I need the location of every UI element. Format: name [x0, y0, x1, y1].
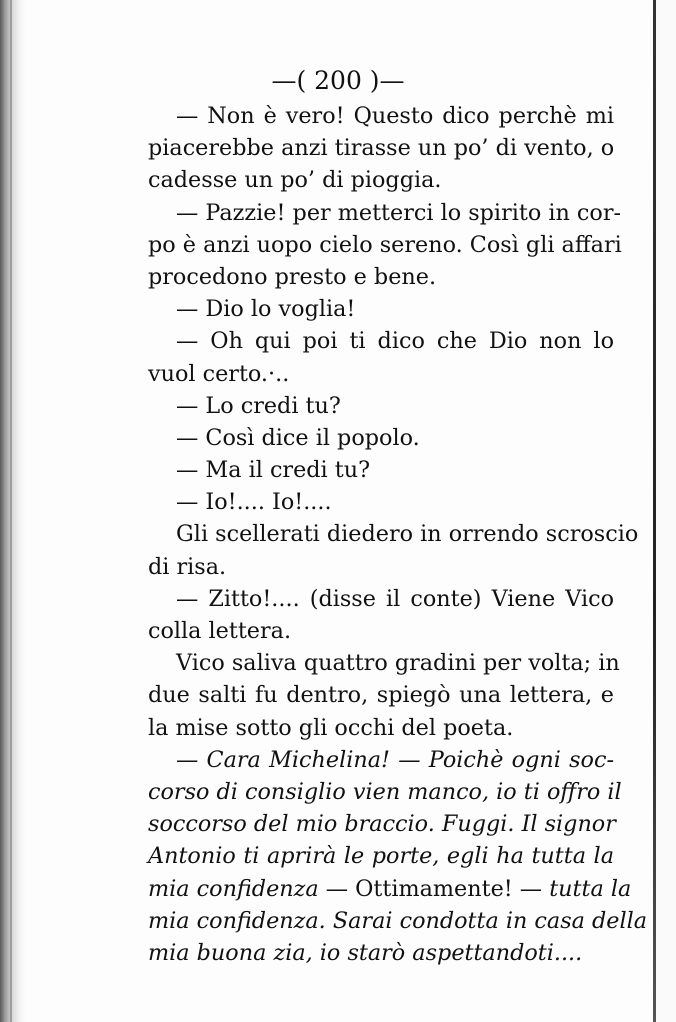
text-line: due salti fu dentro, spiegò una lettera, e	[148, 682, 614, 709]
binding-line	[10, 0, 12, 1022]
text-line: — Dio lo voglia!	[176, 296, 356, 323]
text-line: — Oh qui poi ti dico che Dio non lo	[176, 328, 614, 355]
text-line: — Ma il credi tu?	[176, 457, 371, 484]
text-line: — Cara Michelina! — Poichè ogni soc-	[176, 746, 614, 773]
text-line: piacerebbe anzi tirasse un po’ di vento, o	[148, 135, 615, 162]
text-line: — Pazzie! per metterci lo spirito in cor-	[176, 199, 622, 226]
page-edge-line	[653, 0, 656, 1022]
text-line: Antonio ti aprirà le porte, egli ha tutta la	[148, 843, 614, 870]
text-line: cadesse un po’ di pioggia.	[148, 167, 442, 194]
text-line: — Zitto!.... (disse il conte) Viene Vico	[176, 585, 614, 612]
text-line: — Io!.... Io!....	[176, 489, 332, 516]
upright-segment: — Ottimamente! —	[318, 875, 550, 902]
text-line: po è anzi uopo cielo sereno. Così gli affari	[148, 231, 622, 258]
text-line: la mise sotto gli occhi del poeta.	[148, 714, 514, 741]
text-line: soccorso del mio braccio. Fuggi. Il signor	[148, 811, 616, 838]
binding-shadow	[0, 0, 26, 1022]
text-line: — Non è vero! Questo dico perchè mi	[176, 103, 614, 129]
text-line: mia confidenza. Sarai condotta in casa della	[148, 907, 648, 934]
text-line: vuol certo.·..	[148, 360, 290, 387]
text-line: mia buona zia, io starò aspettandoti....	[148, 939, 583, 966]
text-line-mixed	[148, 873, 632, 905]
text-line: procedono presto e bene.	[148, 263, 437, 290]
text-line: di risa.	[148, 553, 227, 580]
text-line: corso di consiglio vien manco, io ti offro il	[148, 778, 622, 805]
page-number: —( 200 )—	[271, 66, 405, 95]
text-line: colla lettera.	[148, 618, 292, 644]
text-line: Vico saliva quattro gradini per volta; in	[176, 650, 620, 677]
page-edge-shade	[656, 0, 676, 1022]
text-line: — Lo credi tu?	[176, 392, 341, 419]
text-line: — Così dice il popolo.	[176, 424, 420, 451]
italic-segment: mia confidenza	[148, 875, 319, 902]
italic-segment: tutta la	[549, 875, 632, 902]
text-line: Gli scellerati diedero in orrendo scroscio	[176, 521, 639, 548]
body-text	[148, 100, 648, 969]
